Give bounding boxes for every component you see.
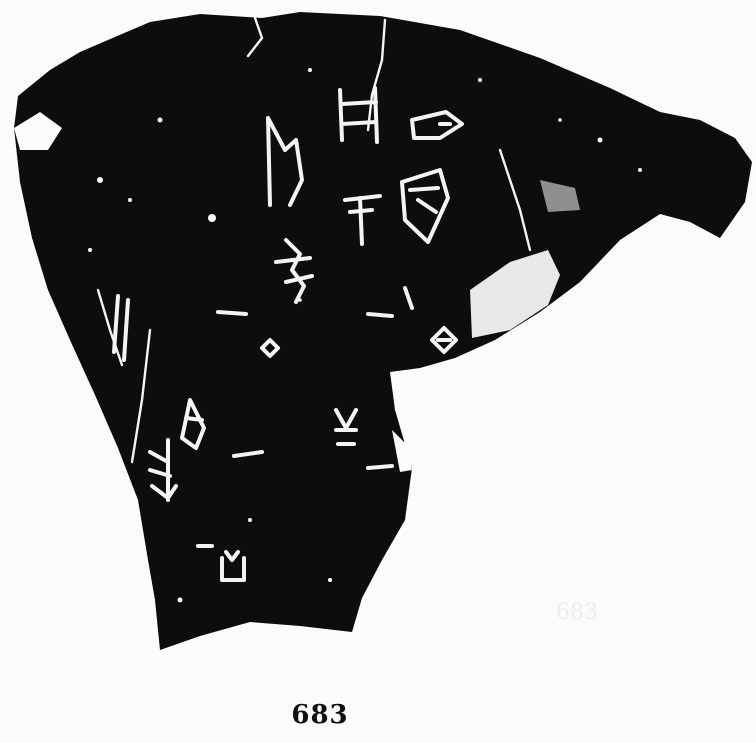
- bleed-through-number: 683: [556, 600, 598, 625]
- plate-number: 683: [291, 700, 349, 730]
